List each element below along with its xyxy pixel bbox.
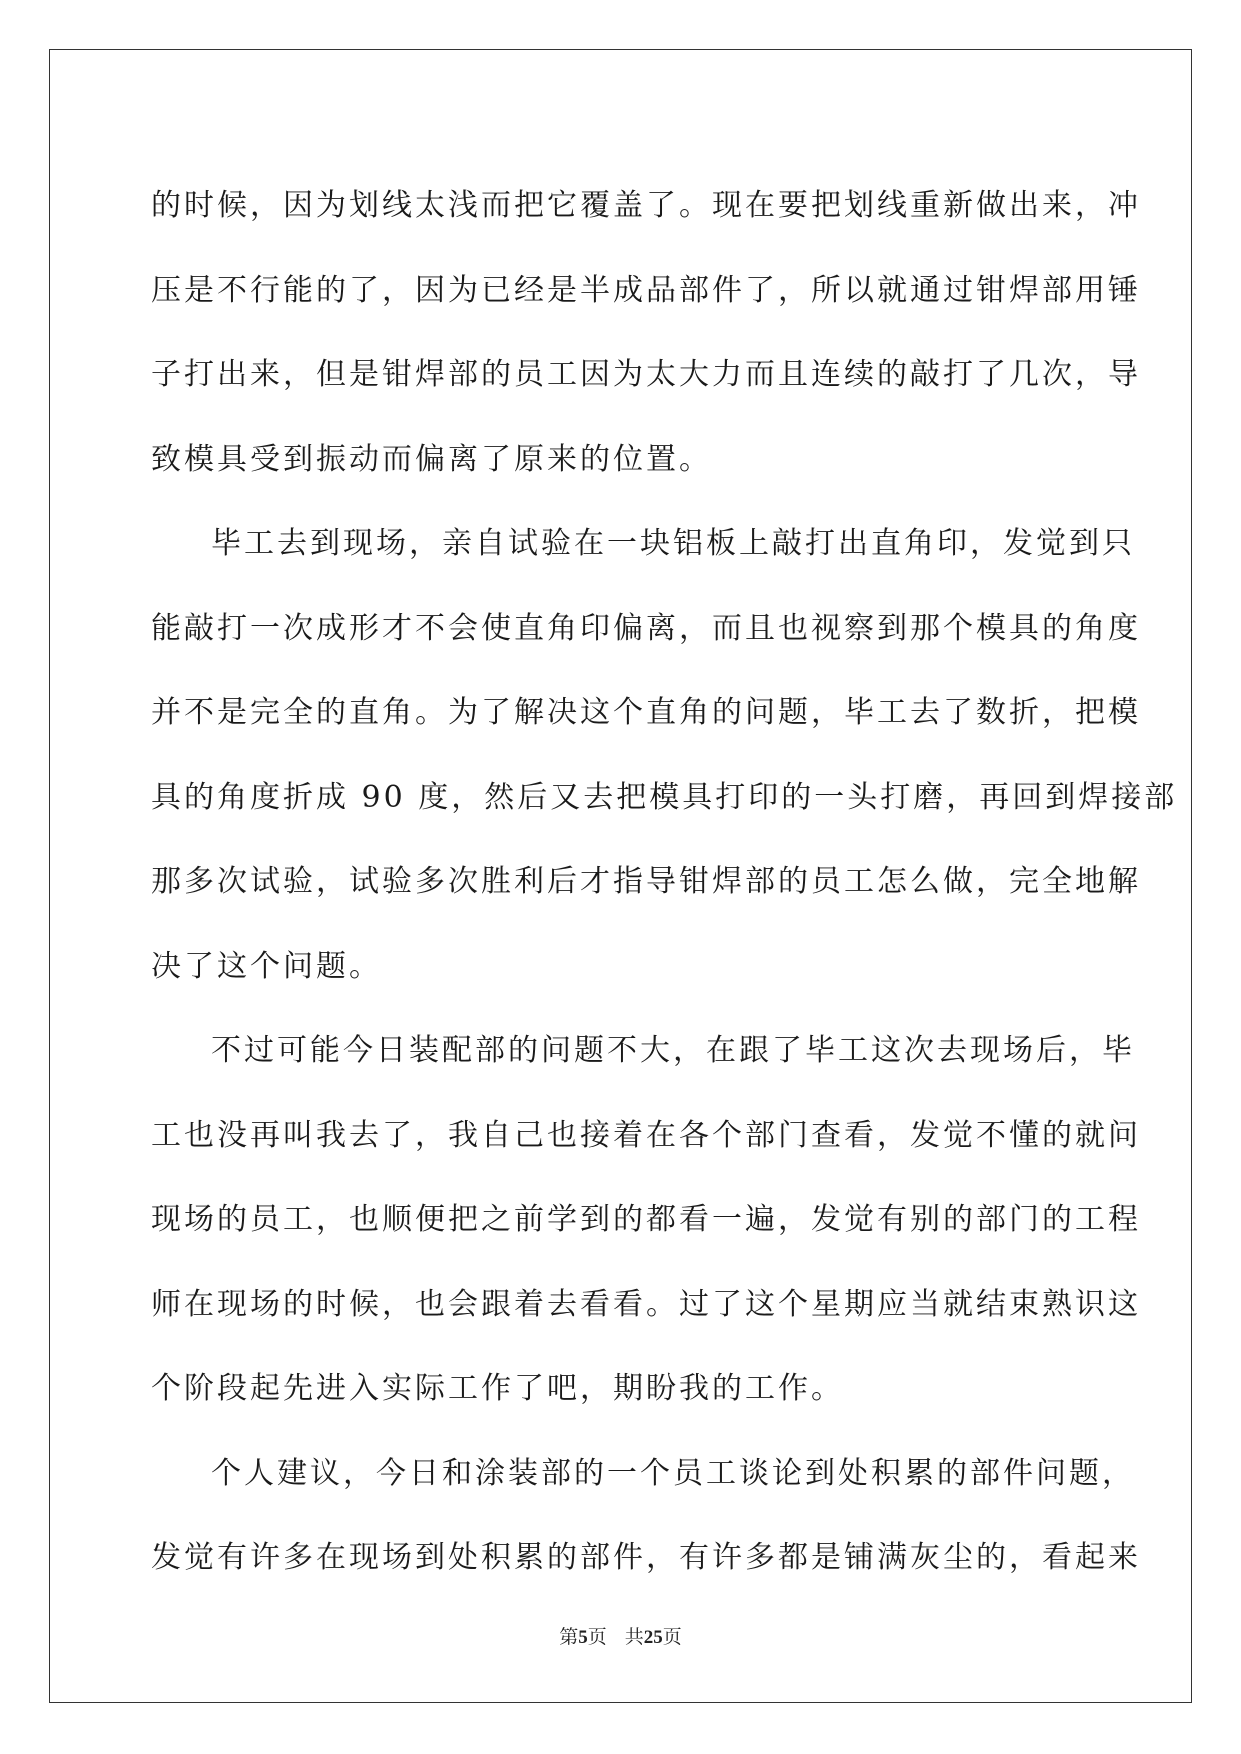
text-line: 并不是完全的直角。为了解决这个直角的问题，毕工去了数折，把模 bbox=[151, 695, 1141, 730]
page-number: 5 bbox=[578, 1627, 588, 1648]
text-line: 能敲打一次成形才不会使直角印偏离，而且也视察到那个模具的角度 bbox=[151, 610, 1141, 646]
paragraph bbox=[151, 1009, 1141, 1432]
text-line: 的时候，因为划线太浅而把它覆盖了。现在要把划线重新做出来，冲 bbox=[151, 188, 1141, 223]
page-prefix: 第 bbox=[559, 1626, 579, 1648]
text-line: 决了这个问题。 bbox=[151, 948, 382, 984]
page-suffix: 页 bbox=[587, 1626, 607, 1648]
paragraph bbox=[151, 1432, 1141, 1601]
text-line: 工也没再叫我去了，我自己也接着在各个部门查看，发觉不懂的就问 bbox=[151, 1117, 1141, 1153]
text-line: 现场的员工，也顺便把之前学到的都看一遍，发觉有别的部门的工程 bbox=[151, 1202, 1141, 1237]
text-line: 子打出来，但是钳焊部的员工因为太大力而且连续的敲打了几次，导 bbox=[151, 357, 1141, 392]
text-line: 师在现场的时候，也会跟着去看看。过了这个星期应当就结束熟识这 bbox=[151, 1286, 1141, 1322]
text-line: 毕工去到现场，亲自试验在一块铝板上敲打出直角印，发觉到只 bbox=[211, 526, 1135, 561]
document-body bbox=[151, 164, 1178, 1601]
paragraph bbox=[151, 502, 1178, 1009]
text-line: 个阶段起先进入实际工作了吧，期盼我的工作。 bbox=[151, 1371, 844, 1406]
total-pages: 25 bbox=[643, 1627, 663, 1648]
text-line: 压是不行能的了，因为已经是半成品部件了，所以就通过钳焊部用锤 bbox=[151, 272, 1141, 308]
text-line: 不过可能今日装配部的问题不大，在跟了毕工这次去现场后，毕 bbox=[211, 1033, 1135, 1068]
paragraph bbox=[151, 164, 1141, 502]
text-line: 发觉有许多在现场到处积累的部件，有许多都是铺满灰尘的，看起来 bbox=[151, 1540, 1141, 1575]
text-line: 致模具受到振动而偏离了原来的位置。 bbox=[151, 441, 712, 477]
total-prefix: 共 bbox=[624, 1626, 644, 1648]
text-line: 具的角度折成 90 度，然后又去把模具打印的一头打磨，再回到焊接部 bbox=[151, 779, 1178, 815]
text-line: 那多次试验，试验多次胜利后才指导钳焊部的员工怎么做，完全地解 bbox=[151, 864, 1141, 899]
text-line: 个人建议，今日和涂装部的一个员工谈论到处积累的部件问题， bbox=[211, 1455, 1135, 1491]
total-suffix: 页 bbox=[662, 1626, 682, 1648]
page-footer bbox=[0, 1622, 1241, 1649]
